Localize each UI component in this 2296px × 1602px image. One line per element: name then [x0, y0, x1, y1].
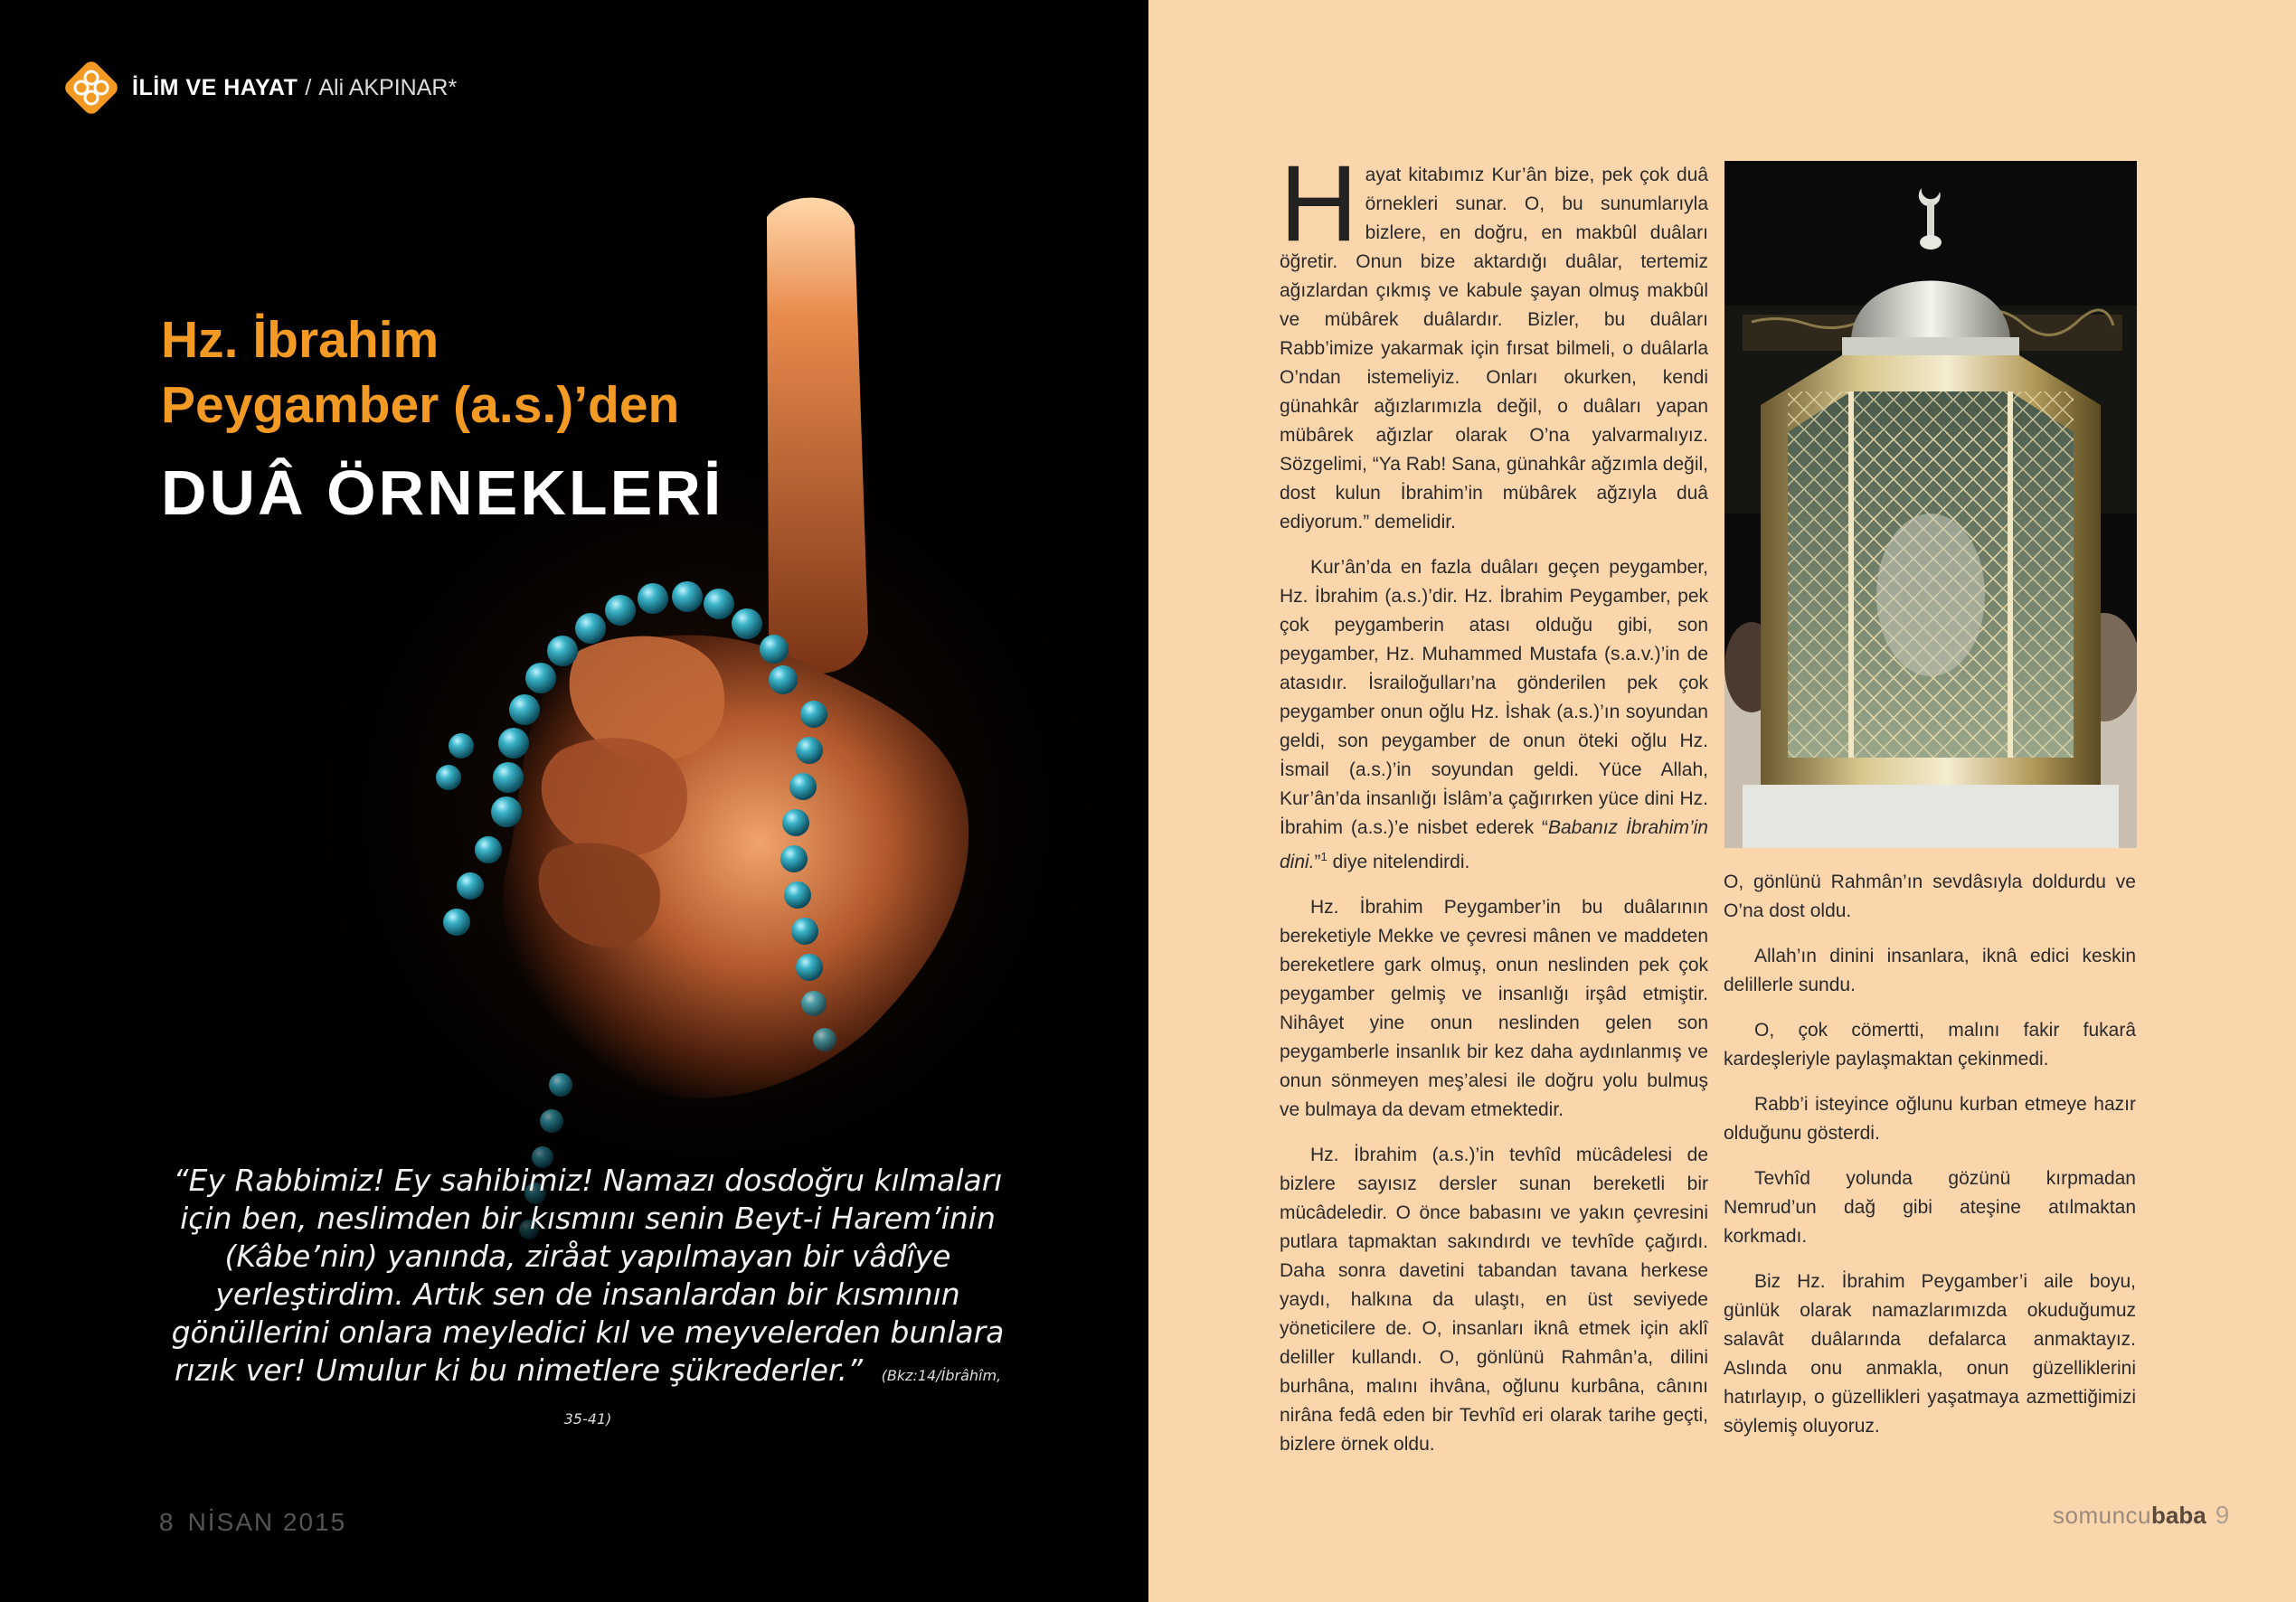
article-paragraph: Hz. İbrahim Peygamber’in bu duâlarının bereketiyle Mekke ve çevresi mânen ve maddeten bereketlere gark olmuş, onun neslinden pek çok peygamber gelmiş ve insanlığı irşâd etmiştir. Nihâyet yine onun neslinden gelen son peygamberle insanlık bir kez daha aydınlanmış ve onun sönmeyen meş’alesi ile doğru yolu bulmuş ve bulmaya da devam etmektedir.: [1280, 897, 1708, 1120]
article-paragraph: Allah’ın dinini insanlara, iknâ edici keskin delillerle sundu.: [1724, 946, 2136, 995]
main-title: DUÂ ÖRNEKLERİ: [161, 457, 724, 528]
title-line-2: Peygamber (a.s.)’den: [161, 376, 680, 434]
section-name: İLİM VE HAYAT: [132, 74, 298, 100]
article-paragraph: Tevhîd yolunda gözünü kırpmadan Nemrud’un dağ gibi ateşine atılmaktan korkmadı.: [1724, 1168, 2136, 1247]
issue-date: NİSAN 2015: [187, 1508, 347, 1536]
magazine-brand-part-2: baba: [2151, 1502, 2206, 1529]
quote-reference: (Bkz:14/İbrâhîm, 35-41): [563, 1367, 1002, 1428]
title-line-1: Hz. İbrahim: [161, 311, 439, 369]
article-paragraph: O, gönlünü Rahmân’ın sevdâsıyla doldurdu ve O’na dost oldu.: [1724, 872, 2136, 921]
article-paragraph: Rabb’i isteyince oğlunu kurban etmeye hazır olduğunu gösterdi.: [1724, 1094, 2136, 1144]
article-column-1: [1280, 143, 1708, 1475]
article-column-2: [1724, 868, 2136, 1457]
article-paragraph: Hayat kitabımız Kur’ân bize, pek çok duâ örnekleri sunar. O, bu sunumlarıyla bizlere, en doğru, en makbûl duâları öğretir. Onun bize aktardığı duâlar, tertemiz ağızlardan çıkmış ve kabule şayan olmuş makbûl ve mübârek duâlardır. Bizler, bu duâları Rabb’imize yakarmak için fırsat bilmeli, o duâlarla O’ndan istemeliyiz. Onları okurken, kendi günahkâr ağızlarımızla değil, o duâları yapan mübârek ağızlar olarak O’na yalvarmalıyız. Sözgelimi, “Ya Rab! Sana, günahkâr ağzımla değil, dost kulun İbrahim’in mübârek ağzıyla duâ ediyorum.” demelidir.: [1280, 143, 1708, 532]
footnote-mark: 1: [1320, 850, 1328, 863]
maqam-ibrahim-photo: [1724, 161, 2137, 848]
author-name: Ali AKPINAR*: [318, 74, 458, 100]
quote-text: “Ey Rabbimiz! Ey sahibimiz! Namazı dosdoğru kılmaları için ben, neslimden bir kısmını senin Beyt-i Harem’inin (Kâbe’nin) yanında, ziråat yapılmayan bir vâdîye yerleştirdim. Artık sen de insanlardan bir kısmının gönüllerini onlara meyledici kıl ve meyvelerden bunlara rızık ver! Umulur ki bu nimetlere şükrederler.”: [171, 1163, 1005, 1388]
left-page-number: 8: [159, 1508, 175, 1536]
right-page: [1148, 0, 2296, 1602]
article-paragraph: Hz. İbrahim (a.s.)’in tevhîd mücâdelesi de bizlere sayısız dersler sunan bereketli bir mücâdeledir. O önce babasını ve yakın çevresini putlara tapmaktan sakındırdı ve tevhîde çağırdı. Daha sonra davetini tabandan tavana herkese yaydı, halkına da ulaştı, en üst seviyede yöneticilere de. O, insanları iknâ etmek için aklî deliller kullandı. O, gönlünü Rahmân’a, dilini burhâna, malını ihvâna, oğlunu kurbâna, cânını nirâna fedâ eden bir Tevhîd eri olarak tarihe geçti, bizlere örnek oldu.: [1280, 1145, 1708, 1455]
header-separator: /: [305, 74, 312, 100]
article-paragraph: Biz Hz. İbrahim Peygamber’i aile boyu, günlük olarak namazlarımızda okuduğumuz salavât duâlarında defalarca anmaktayız. Aslında onu anmakla, onun güzelliklerini hatırlayıp, o güzellikleri yaşatmaya azmettiğimizi söylemiş oluyoruz.: [1724, 1271, 2136, 1437]
right-folio: [2053, 1501, 2229, 1530]
section-header: [61, 58, 457, 118]
drop-cap: H: [1280, 143, 1358, 264]
magazine-brand-part-1: somuncu: [2053, 1502, 2151, 1529]
diamond-logo-icon: [61, 58, 121, 118]
article-paragraph: O, çok cömertti, malını fakir fukarâ kardeşleriyle paylaşmaktan çekinmedi.: [1724, 1020, 2136, 1070]
article-paragraph: Kur’ân’da en fazla duâları geçen peygamber, Hz. İbrahim (a.s.)’dir. Hz. İbrahim Peygamber, pek çok peygamberin atası olduğu gibi, son peygamber, Hz. Muhammed Mustafa (s.a.v.)’in de atasıdır. İsrailoğulları’na gönderilen pek çok peygamber onun oğlu Hz. İshak (a.s.)’ın soyundan geldi, son peygamber de onun öteki oğlu Hz. İsmail (a.s.)’in soyundan geldi. Yüce Allah, Kur’ân’da insanlığı İslâm’a çağırırken yüce dini Hz. İbrahim (a.s.)’e nisbet ederek “Babanız İbrahim’in dini.”$^1$ diye nitelendirdi.: [1280, 557, 1708, 872]
left-folio: [159, 1508, 346, 1537]
quote-block: [167, 1162, 1008, 1438]
right-page-number: 9: [2215, 1501, 2230, 1529]
